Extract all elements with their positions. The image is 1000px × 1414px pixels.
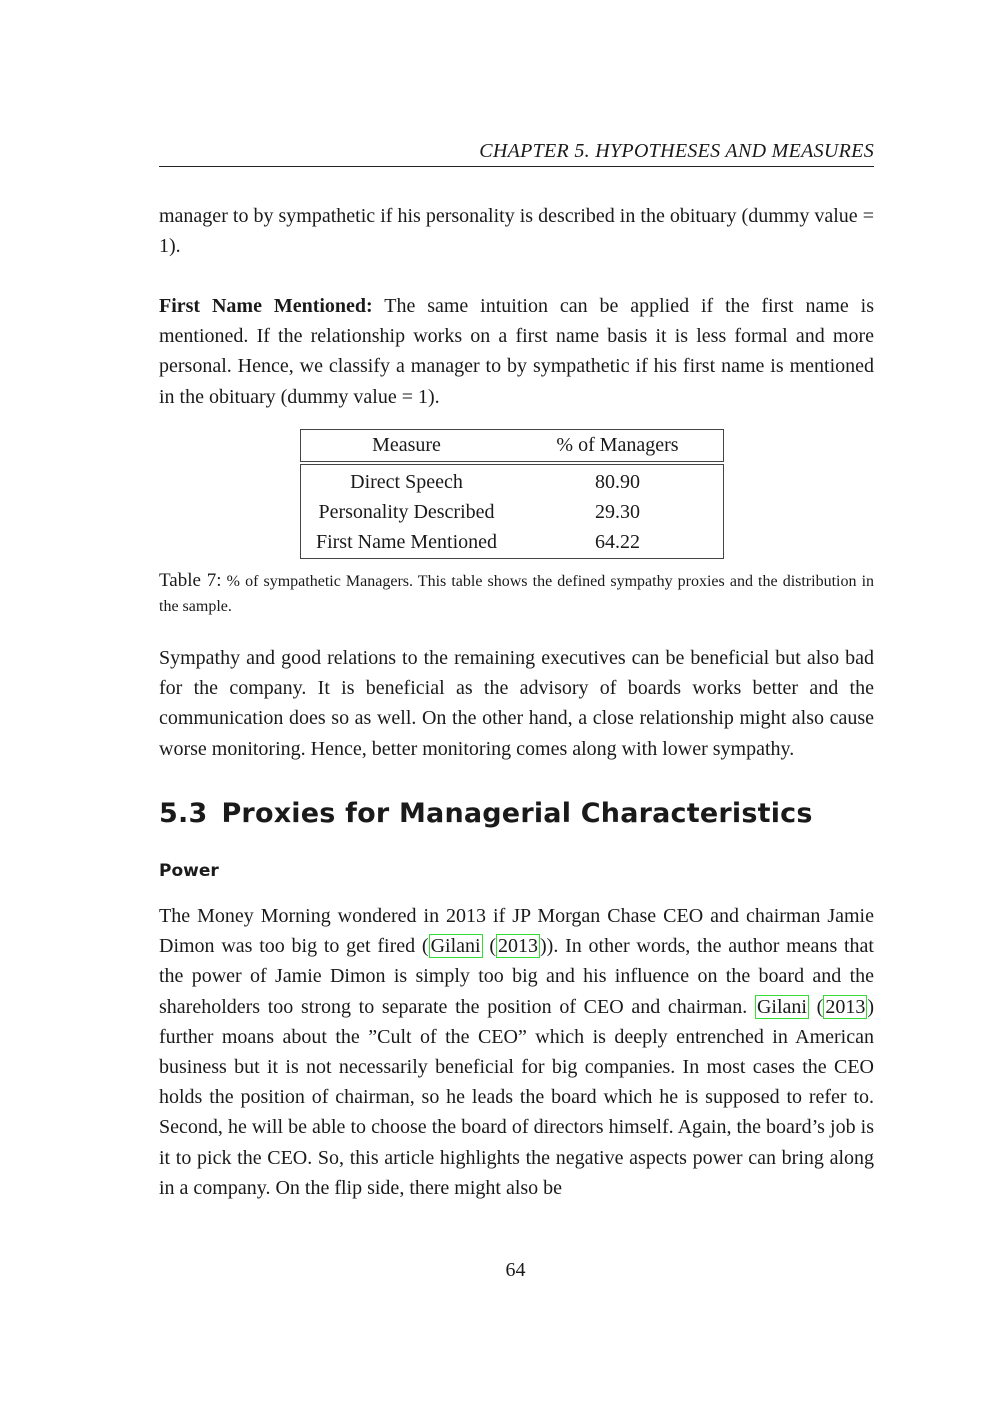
header-rule xyxy=(159,166,874,167)
subsection-heading-power: Power xyxy=(159,861,219,881)
section-title: Proxies for Managerial Characteristics xyxy=(221,798,813,829)
first-name-mentioned-lead: First Name Mentioned: xyxy=(159,295,373,317)
power-text-part: ( xyxy=(482,935,497,958)
citation-link-2013[interactable]: 2013 xyxy=(825,995,866,1018)
table-row xyxy=(301,467,723,497)
paragraph-power xyxy=(159,901,874,1203)
power-text-part: The Money Morning wondered in 2013 if JP Morgan Chase CEO and chairman Jamie Dimon was too big to get fired ( xyxy=(159,905,874,958)
table-body xyxy=(300,464,724,559)
sympathy-measures-table xyxy=(300,429,724,559)
power-text-part: ) further moans about the ”Cult of the CEO” which is deeply entrenched in American business but it is not necessarily beneficial for big companies. In most cases the CEO holds the position of chairman, so he leads the board which he is supposed to refer to. Second, he will be able to choose the board of directors himself. Again, the board’s job is it to pick the CEO. So, this article highlights the negative aspects power can bring along in a company. On the flip side, there might also be xyxy=(159,995,874,1199)
table-caption xyxy=(159,568,874,619)
citation-link-gilani[interactable]: Gilani xyxy=(430,935,481,958)
section-number: 5.3 xyxy=(159,798,208,829)
table-cell-measure: Direct Speech xyxy=(350,470,463,493)
paragraph-sympathy-relations: Sympathy and good relations to the remaining executives can be beneficial but also bad for the company. It is beneficial as the advisory of boards works better and the communication does so as well. On the other hand, a close relationship might also cause worse monitoring. Hence, better monitoring comes along with lower sympathy. xyxy=(159,647,874,760)
power-text-part: ( xyxy=(808,995,824,1018)
running-head: CHAPTER 5. HYPOTHESES AND MEASURES xyxy=(479,140,874,162)
table-cell-pct: 29.30 xyxy=(595,500,640,523)
table-cell-measure: Personality Described xyxy=(318,500,495,523)
first-name-mentioned-text: The same intuition can be applied if the first name is mentioned. If the relationship works on a first name basis it is less formal and more personal. Hence, we classify a manager to by sympathetic if his first name is mentioned in the obituary (dummy value = 1). xyxy=(159,295,875,408)
column-header-pct-managers: % of Managers xyxy=(556,434,679,456)
paragraph-first-name-mentioned xyxy=(159,291,874,412)
table-cell-pct: 80.90 xyxy=(595,470,640,493)
table-row xyxy=(301,527,723,557)
power-text-part: )). In other words, the author means that the power of Jamie Dimon is simply too big and his influence on the board and the shareholders too strong to separate the position of CEO and chairman. xyxy=(159,935,874,1018)
table-cell-pct: 64.22 xyxy=(595,530,640,553)
paragraph-sympathy-personality: manager to by sympathetic if his personality is described in the obituary (dummy value = 1). xyxy=(159,205,874,258)
table-caption-label: Table 7: xyxy=(159,570,222,591)
table-caption-text: % of sympathetic Managers. This table shows the defined sympathy proxies and the distribution in the sample. xyxy=(159,573,875,615)
citation-link-gilani[interactable]: Gilani xyxy=(756,995,807,1018)
column-header-measure: Measure xyxy=(372,434,441,456)
page-number: 64 xyxy=(505,1259,526,1281)
table-cell-measure: First Name Mentioned xyxy=(315,530,498,553)
section-heading xyxy=(159,798,813,829)
table-row xyxy=(301,497,723,527)
table-header-row xyxy=(300,429,724,462)
citation-link-2013[interactable]: 2013 xyxy=(498,935,539,958)
